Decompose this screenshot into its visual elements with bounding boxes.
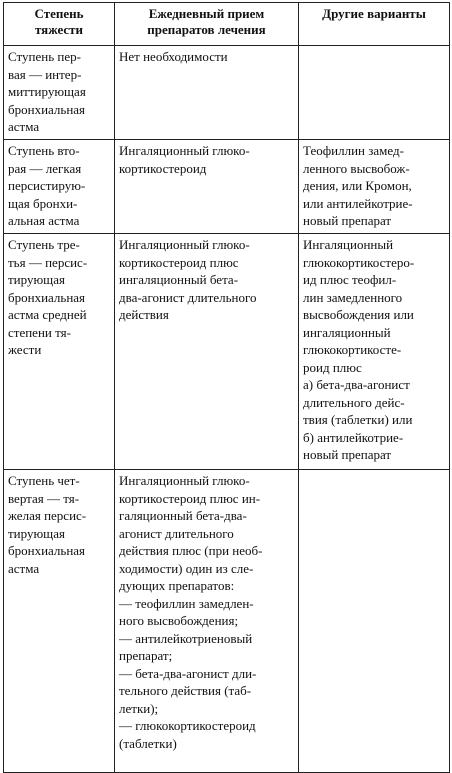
header-severity: Степень тяжести xyxy=(4,3,115,46)
other-options-cell xyxy=(299,46,450,140)
daily-medication-cell: Нет необходимости xyxy=(115,46,299,140)
daily-medication-cell: Ингаляционный глюко- кортикостероид плюс ин- галяционный бета-два- агонист длительного действия плюс (при необ- ходимости) один из сле- дующих препаратов: — теофиллин замедлен- ного высвобождения; — антилейкотриеновый препарат; — бета-два-агонист дли- тельного действия (таб- летки); — глюкокортикостероид (таблетки) xyxy=(115,470,299,773)
header-daily-medication: Ежедневный прием препаратов лечения xyxy=(115,3,299,46)
table-row xyxy=(4,470,450,773)
other-options-cell xyxy=(299,470,450,773)
daily-medication-cell: Ингаляционный глюко- кортикостероид xyxy=(115,140,299,234)
table-row xyxy=(4,234,450,470)
severity-cell: Ступень чет- вертая — тя- желая персис- тирующая бронхиальная астма xyxy=(4,470,115,773)
table-header-row xyxy=(4,3,450,46)
table-row xyxy=(4,140,450,234)
other-options-cell: Теофиллин замед- ленного высвобож- дения, или Кромон, или антилейкотрие- новый препарат xyxy=(299,140,450,234)
severity-cell: Ступень вто- рая — легкая персистирую- щая бронхи- альная астма xyxy=(4,140,115,234)
table-row xyxy=(4,46,450,140)
severity-cell: Ступень тре- тья — персис- тирующая бронхиальная астма средней степени тя- жести xyxy=(4,234,115,470)
asthma-treatment-table xyxy=(3,2,450,773)
header-other-options: Другие варианты xyxy=(299,3,450,46)
severity-cell: Ступень пер- вая — интер- миттирующая бронхиальная астма xyxy=(4,46,115,140)
other-options-cell: Ингаляционный глюкокортикостеро- ид плюс теофил- лин замедленного высвобождения или ингаляционный глюкокортикосте- роид плюс а) бета-два-агонист длительного дейс- твия (таблетки) или б) антилейкотрие- новый препарат xyxy=(299,234,450,470)
daily-medication-cell: Ингаляционный глюко- кортикостероид плюс ингаляционный бета- два-агонист длительного действия xyxy=(115,234,299,470)
